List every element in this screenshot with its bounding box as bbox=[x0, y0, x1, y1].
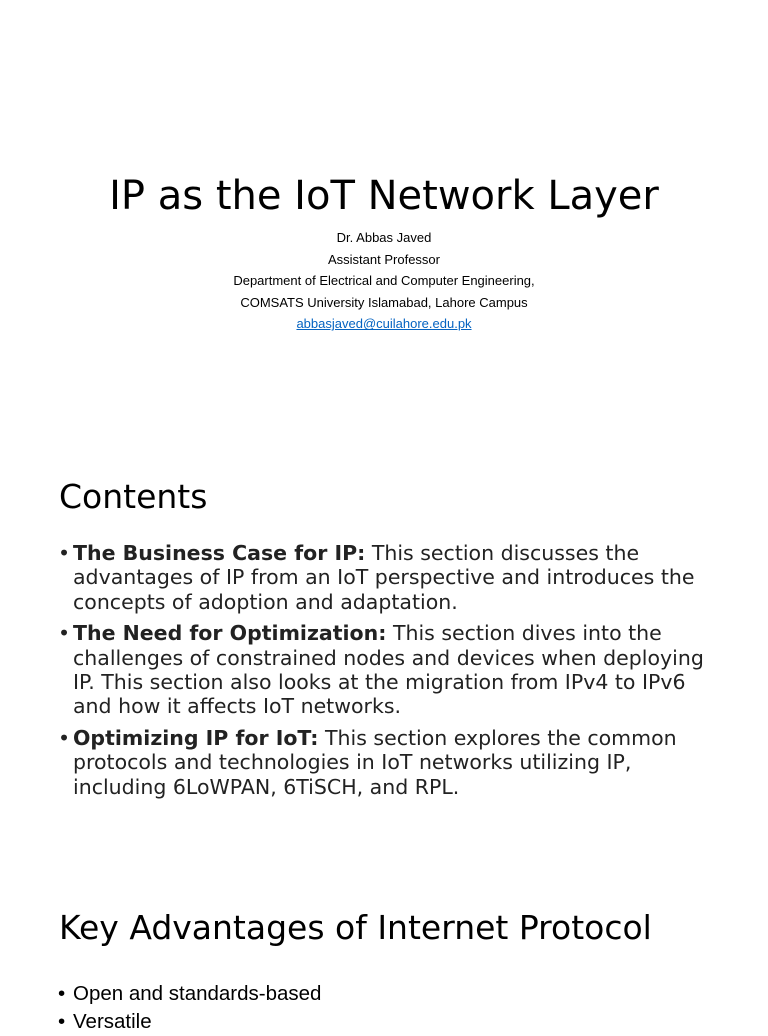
contents-item-title: Optimizing IP for IoT: bbox=[73, 726, 319, 751]
bullet-icon: • bbox=[58, 982, 66, 1005]
bullet-icon: • bbox=[58, 541, 71, 565]
advantages-slide bbox=[0, 864, 768, 1033]
bullet-icon: • bbox=[58, 1010, 66, 1033]
contents-item-title: The Need for Optimization: bbox=[73, 621, 387, 646]
contents-item-description: This section explores the common protocols and technologies in IoT networks utilizing IP, including 6LoWPAN, 6TiSCH, and RPL. bbox=[73, 726, 677, 799]
contents-item-description: This section dives into the challenges of constrained nodes and devices when deploying IP. This section also looks at the migration from IPv4 to IPv6 and how it affects IoT networks. bbox=[73, 621, 704, 719]
title-slide bbox=[0, 0, 768, 432]
author-name: Dr. Abbas Javed bbox=[336, 230, 432, 245]
slide-title: IP as the IoT Network Layer bbox=[109, 173, 659, 219]
contents-list bbox=[58, 541, 718, 806]
author-email-link[interactable]: abbasjaved@cuilahore.edu.pk bbox=[296, 316, 472, 332]
advantages-item bbox=[58, 980, 718, 1008]
contents-item-business-case bbox=[58, 541, 718, 614]
author-university: COMSATS University Islamabad, Lahore Campus bbox=[240, 294, 528, 310]
author-position: Assistant Professor bbox=[328, 251, 440, 267]
contents-item-title: The Business Case for IP: bbox=[73, 541, 366, 565]
bullet-icon: • bbox=[58, 621, 71, 646]
contents-item-description: This section discusses the advantages of IP from an IoT perspective and introduces the concepts of adoption and adaptation. bbox=[73, 541, 695, 614]
contents-item-optimization-need bbox=[58, 621, 718, 718]
advantages-item-label: Versatile bbox=[73, 1010, 152, 1033]
author-department: Department of Electrical and Computer Engineering, bbox=[233, 273, 535, 289]
advantages-item bbox=[58, 1008, 718, 1036]
bullet-icon: • bbox=[58, 726, 71, 751]
advantages-list bbox=[58, 980, 718, 1036]
advantages-heading: Key Advantages of Internet Protocol bbox=[59, 908, 652, 947]
contents-heading: Contents bbox=[59, 477, 208, 516]
contents-item-optimizing-ip bbox=[58, 726, 718, 799]
advantages-item-label: Open and standards-based bbox=[73, 982, 322, 1005]
author-info bbox=[0, 227, 768, 335]
contents-slide bbox=[0, 432, 768, 864]
